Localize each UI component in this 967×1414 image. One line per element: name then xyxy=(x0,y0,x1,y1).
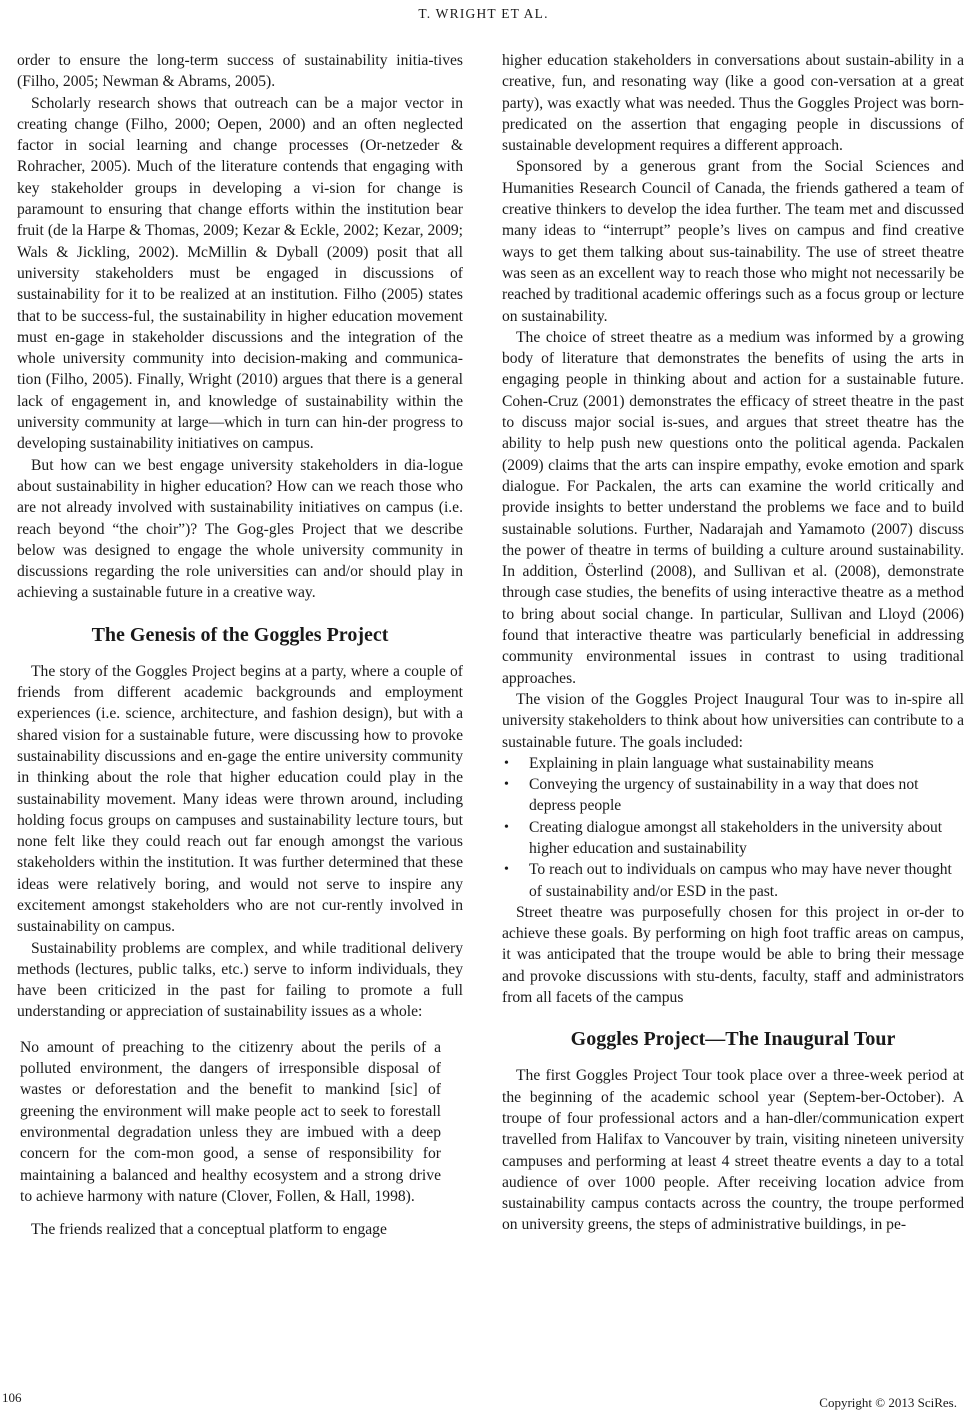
paragraph: Sustainability problems are complex, and while traditional delivery methods (lectures, public talks, etc.) serve to inform individuals, they have been criticized in the past for failing to promote a full understanding or appreciation of sustainability issues as a whole: xyxy=(17,939,463,1021)
right-column xyxy=(502,50,964,1236)
list-item xyxy=(502,817,964,860)
list-item xyxy=(502,753,964,774)
section-heading: Goggles Project—The Inaugural Tour xyxy=(570,1028,896,1051)
paragraph: Scholarly research shows that outreach can be a major vector in creating change (Filho, 2000; Oepen, 2000) and an often neglected factor in social learning and change processes (Or-netzeder & Rohracher, 2005). Much of the literature contends that engaging with key stakeholder groups in developing a vi-sion for change is paramount to ensuring that change efforts within the institution bear fruit (de la Harpe & Thomas, 2009; Kezar & Eckle, 2002; Kezar, 2009; Wals & Jickling, 2002). McMillin & Dyball (2009) posit that all university stakeholders must be engaged in discussions of sustainability for it to be realized at an institution. Filho (2005) states that to be success-ful, the sustainability in higher education movement must en-gage in stakeholder discussions and the integration of the whole university community into decision-making and communica-tion (Filho, 2005). Finally, Wright (2010) argues that there is a general lack of engagement in, and knowledge of sustainability within the university community at large—which in turn can hin-der progress to developing sustainability initiatives on campus. xyxy=(17,94,463,453)
bullet-icon: • xyxy=(504,755,509,771)
goals-list xyxy=(502,753,964,902)
paragraph: The first Goggles Project Tour took place over a three-week period at the beginning of the academic school year (Septem-ber-October). A troupe of four professional actors and a han-dler/communication expert travelled from Halifax to Vancouver by train, visiting nineteen university campuses and performing at least 4 street theatre events a day to a total audience of over 1000 people. After receiving location advice from sustainability campus contacts across the country, the troupe performed on university greens, the steps of administrative buildings, in pe- xyxy=(502,1067,964,1234)
paragraph: But how can we best engage university stakeholders in dia-logue about sustainability in higher education? How can we reach those who are not already involved with sustainability initiatives on campus (i.e. reach beyond “the choir”)? The Gog-gles Project that we describe below was designed to engage the whole university community in discussions regarding the role universities can and/or should play in achieving a sustainable future in a creative way. xyxy=(17,456,463,602)
bullet-icon: • xyxy=(504,777,509,793)
section-heading: The Genesis of the Goggles Project xyxy=(91,623,389,646)
paragraph: Sponsored by a generous grant from the Social Sciences and Humanities Research Council of Canada, the friends gathered a team of creative thinkers to develop the idea further. The team met and discussed many ideas to “interrupt” people’s lives on campus and find creative ways to get them talking about sus-tainability. The use of street theatre was seen as an excellent way to reach those who might not necessarily be reached by traditional academic offerings such as a focus group or lecture on sustainability. xyxy=(502,158,964,325)
paragraph: The vision of the Goggles Project Inaugural Tour was to in-spire all university stakeholders to think about how universities can contribute to a sustainable future. The goals included: xyxy=(502,690,964,751)
paragraph: higher education stakeholders in conversations about sustain-ability in a creative, fun, and resonating way (like a good con-versation at a great party), was exactly what was needed. Thus the Goggles Project was born-predicated on the assertion that engaging people in discussions of sustainable development requires a different approach. xyxy=(502,52,964,155)
block-quote: No amount of preaching to the citizenry about the perils of a polluted environment, the dangers of irresponsible disposal of wastes or deforestation and the benefit to mankind [sic] of greening the environment will make people act to seek to forestall environmental degradation unless they are imbued with a deep concern for the com-mon good, a sense of responsibility for maintaining a balanced and healthy ecosystem and a strong drive to achieve harmony with nature (Clover, Follen, & Hall, 1998). xyxy=(20,1038,441,1205)
copyright-notice: Copyright © 2013 SciRes. xyxy=(819,1395,957,1410)
paragraph: The choice of street theatre as a medium was informed by a growing body of literature that demonstrates the benefits of using the arts in engaging people in thinking about and action for a sustainable future. Cohen-Cruz (2001) demonstrates the efficacy of street theatre in the past to discuss major social is-sues, and argues that street theatre has the ability to help push new questions onto the political agenda. Packalen (2009) claims that the arts can inspire empathy, evoke emotion and spark dialogue. For Packalen, the arts can examine the world critically and provide insights to better understand the problems we face and to build sustainable solutions. Further, Nadarajah and Yamamoto (2007) discuss the power of theatre in terms of building a culture around sustainability. In addition, Österlind (2008), and Sullivan et al. (2008), demonstrate through case studies, the benefits of using interactive theatre as a method to bring about social change. In particular, Sullivan and Lloyd (2006) found that interactive theatre was particularly beneficial in addressing community environmental issues in contrast to using traditional approaches. xyxy=(502,328,964,687)
list-item-text: Creating dialogue amongst all stakeholders in the university about higher education and sustainability xyxy=(529,818,943,857)
running-header: T. WRIGHT ET AL. xyxy=(418,6,549,21)
paragraph: Street theatre was purposefully chosen for this project in or-der to achieve these goals. By performing on high foot traffic areas on campus, it was anticipated that the troupe would be able to bring their message and provoke discussions with stu-dents, faculty, staff and administrators from all facets of the campus xyxy=(502,903,964,1007)
list-item xyxy=(502,859,964,902)
page-number: 106 xyxy=(2,1390,22,1405)
list-item-text: To reach out to individuals on campus who may have never thought of sustainability and/or ESD in the past. xyxy=(529,861,952,900)
bullet-icon: • xyxy=(504,862,509,878)
list-item-text: Conveying the urgency of sustainability in a way that does not depress people xyxy=(529,776,919,815)
list-item-text: Explaining in plain language what sustainability means xyxy=(529,754,874,772)
paragraph: The story of the Goggles Project begins at a party, where a couple of friends from different academic backgrounds and employment experiences (i.e. science, architecture, and fashion design), but with a shared vision for a sustainable future, were discussing how to provoke sustainability discussions and en-gage the entire university community in thinking about the role that higher education could play in the sustainability movement. Many ideas were thrown around, including holding focus groups on campuses and sustainability lecture tours, but none felt like they could reach out far enough amongst the various stakeholders within the institution. It was further determined that these ideas were relatively boring, and would not serve to inspire any excitement amongst stakeholders who are not cur-rently involved in sustainability on campus. xyxy=(17,662,463,936)
left-column xyxy=(17,50,463,1240)
paragraph: order to ensure the long-term success of sustainability initia-tives (Filho, 2005; Newman & Abrams, 2005). xyxy=(17,52,463,91)
list-item xyxy=(502,774,964,817)
paragraph: The friends realized that a conceptual platform to engage xyxy=(31,1221,387,1239)
bullet-icon: • xyxy=(504,819,509,835)
